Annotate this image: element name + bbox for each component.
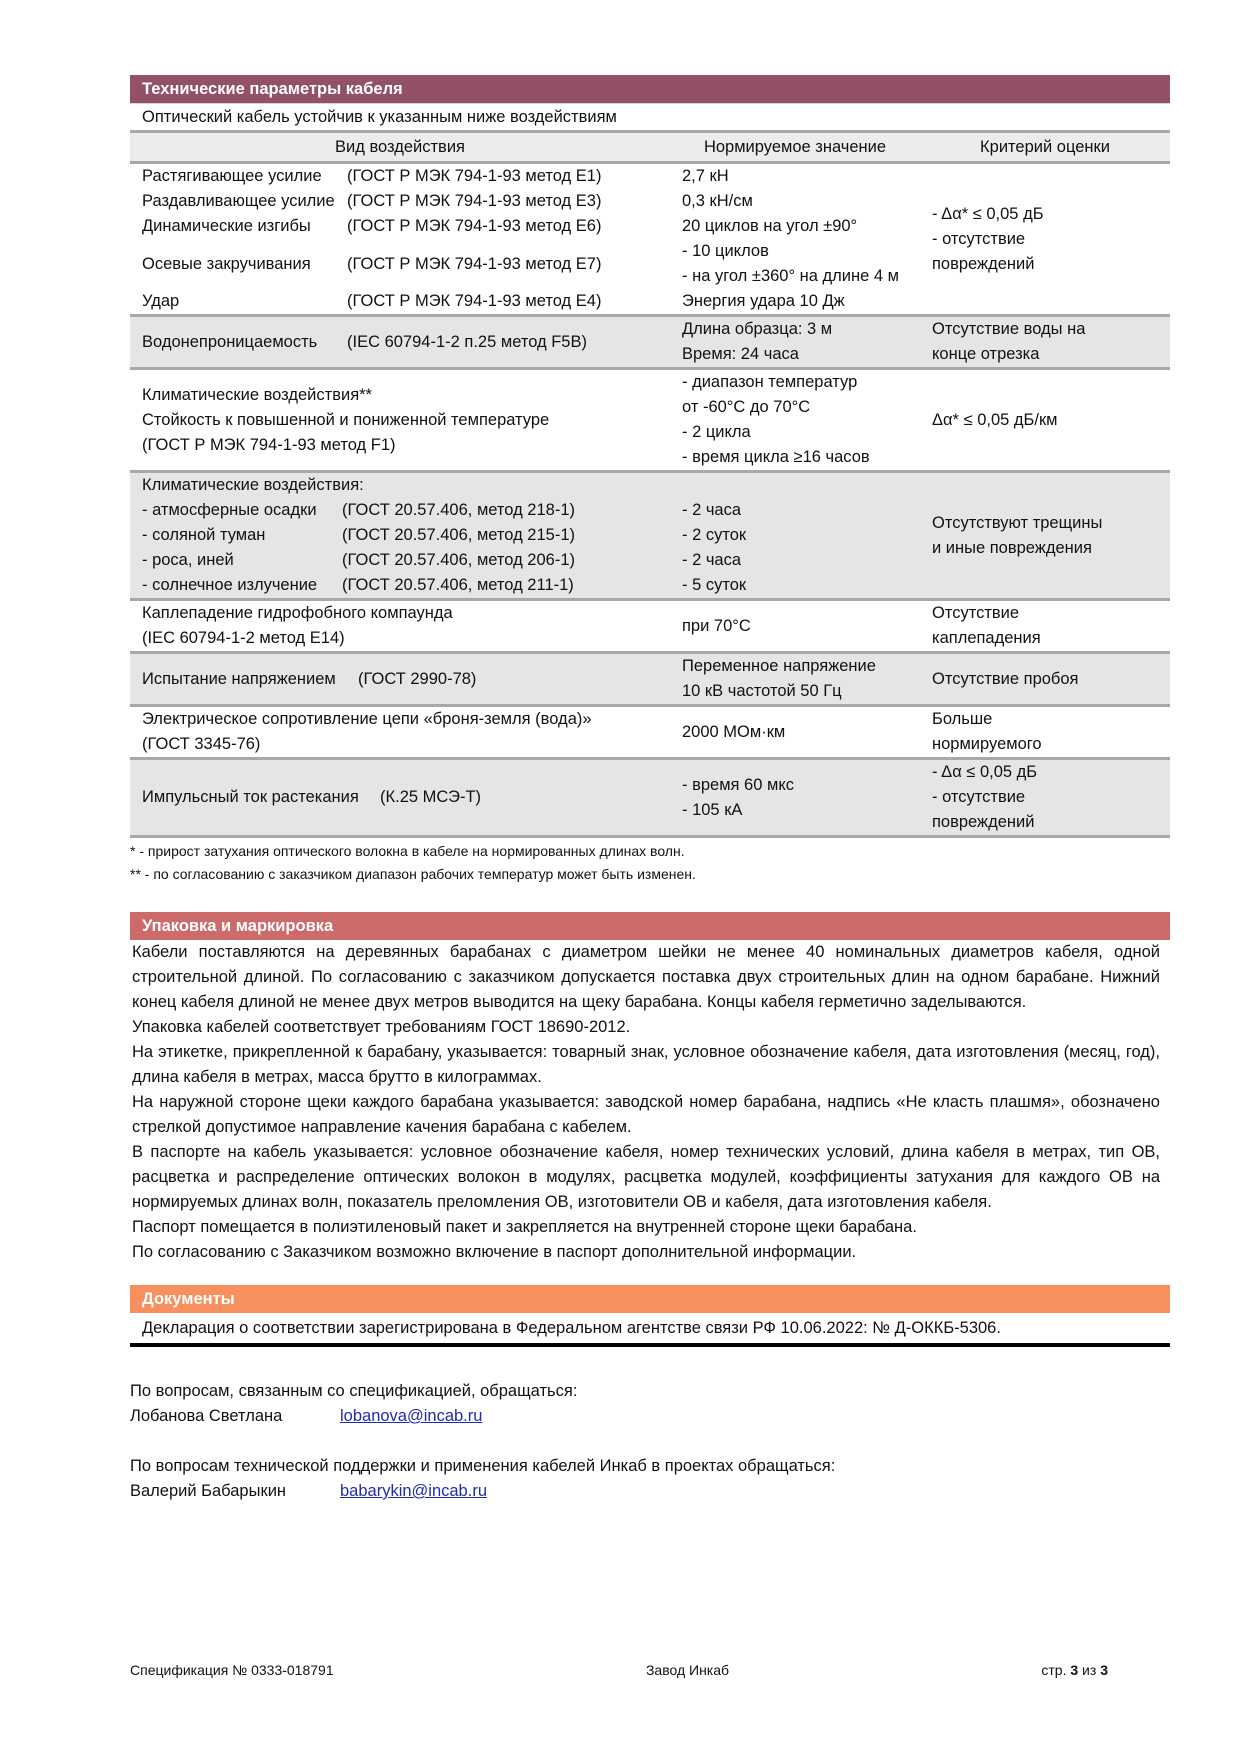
spec-contact-email-link[interactable]: lobanova@incab.ru [340, 1407, 483, 1425]
param-criteria: - Δα ≤ 0,05 дБ - отсутствие повреждений [920, 759, 1170, 837]
table-row [130, 163, 1170, 190]
param-value: Длина образца: 3 м Время: 24 часа [670, 316, 920, 369]
paragraph: По согласованию с Заказчиком возможно включение в паспорт дополнительной информации. [132, 1243, 857, 1261]
param-value: 2000 МОм·км [670, 706, 920, 759]
param-ref: (ГОСТ Р МЭК 794-1-93 метод E6) [347, 217, 602, 235]
param-name: Растягивающее усилие [142, 167, 322, 185]
param-name: Удар [142, 292, 180, 310]
table-row-resistance [130, 706, 1170, 759]
param-criteria: Отсутствие каплепадения [920, 600, 1170, 653]
contacts [130, 1367, 1170, 1504]
section-header-tech: Технические параметры кабеля [130, 75, 1170, 103]
paragraph: В паспорте на кабель указывается: условное обозначение кабеля, номер технических условий, длина кабеля в метрах, тип ОВ, расцветка и распределение оптических волокон в модулях, расцветка модулей, коэффициенты затухания для каждого ОВ на нормируемых длинах волн, показатель преломления ОВ, изготовители ОВ и кабеля, дата изготовления кабеля. [132, 1143, 1160, 1211]
param-value: при 70°C [670, 600, 920, 653]
param-ref: (ГОСТ Р МЭК 794-1-93 метод E7) [347, 254, 602, 273]
col-header-type: Вид воздействия [130, 132, 670, 163]
param-value: 2,7 кН [682, 167, 729, 185]
param-name: Осевые закручивания [142, 254, 311, 273]
paragraph: Упаковка кабелей соответствует требованиям ГОСТ 18690-2012. [132, 1018, 631, 1036]
param-name: Климатические воздействия** Стойкость к повышенной и пониженной температуре (ГОСТ Р МЭК 794-1-93 метод F1) [130, 369, 670, 472]
section-header-packing: Упаковка и маркировка [130, 912, 1170, 940]
table-row-voltage [130, 653, 1170, 706]
tech-contact-email-link[interactable]: babarykin@incab.ru [340, 1482, 487, 1500]
param-value: - 2 часа - 2 суток - 2 часа - 5 суток [670, 472, 920, 600]
company-name: Завод Инкаб [645, 1662, 730, 1678]
paragraph: На этикетке, прикрепленной к барабану, указывается: товарный знак, условное обозначение кабеля, дата изготовления (месяц, год), длина кабеля в метрах, масса брутто в килограммах. [132, 1043, 1160, 1086]
col-header-value: Нормируемое значение [670, 132, 920, 163]
param-name: Раздавливающее усилие [142, 192, 335, 210]
param-criteria: Отсутствуют трещины и иные повреждения [920, 472, 1170, 600]
spec-contact [130, 1404, 1170, 1429]
table-row-impulse [130, 759, 1170, 837]
document-page [130, 75, 1170, 1504]
param-criteria: Отсутствие пробоя [920, 653, 1170, 706]
col-header-criteria: Критерий оценки [920, 132, 1170, 163]
table-row-climate-temp [130, 369, 1170, 472]
param-value: - 10 циклов - на угол ±360° на длине 4 м [682, 242, 899, 285]
footnotes [130, 840, 1170, 886]
param-name: Испытание напряжением [142, 669, 336, 688]
tech-contact-name: Валерий Бабарыкин [130, 1482, 287, 1500]
packing-text [130, 940, 1160, 1265]
param-name: Климатические воздействия: - атмосферные осадки (ГОСТ 20.57.406, метод 218-1) - соляной туман (ГОСТ 20.57.406, метод 215-1) - роса, иней (ГОСТ 20.57.406, метод 206-1) - солнечное излучение (ГОСТ 20.57.406, метод 211-1) [130, 472, 670, 600]
footnote-1: * - прирост затухания оптического волокна в кабеле на нормированных длинах волн. [130, 843, 685, 859]
spec-number: Спецификация № 0333-018791 [130, 1662, 334, 1678]
param-value: 20 циклов на угол ±90° [682, 217, 858, 235]
param-name: Каплепадение гидрофобного компаунда (IEC 60794-1-2 метод E14) [130, 600, 670, 653]
param-name: Водонепроницаемость [142, 332, 318, 351]
param-name: Импульсный ток растекания [142, 788, 359, 806]
page-number: стр. 3 из 3 [1041, 1662, 1108, 1678]
param-name: Динамические изгибы [142, 217, 311, 235]
tech-intro: Оптический кабель устойчив к указанным ниже воздействиям [130, 103, 1170, 130]
paragraph: Кабели поставляются на деревянных барабанах с диаметром шейки не менее 40 номинальных диаметров кабеля, одной строительной длиной. По согласованию с заказчиком допускается поставка двух строительных длин на одном барабане. Нижний конец кабеля длиной не менее двух метров выводится на щеку барабана. Концы кабеля герметично заделываются. [132, 943, 1160, 1011]
param-value: - время 60 мкс - 105 кА [670, 759, 920, 837]
footnote-2: ** - по согласованию с заказчиком диапазон рабочих температур может быть изменен. [130, 866, 696, 882]
param-criteria: - Δα* ≤ 0,05 дБ - отсутствие повреждений [932, 204, 1044, 273]
param-criteria: Больше нормируемого [920, 706, 1170, 759]
spec-contact-name: Лобанова Светлана [130, 1407, 283, 1425]
declaration-text: Декларация о соответствии зарегистрирована в Федеральном агентстве связи РФ 10.06.2022: № Д-ОККБ-5306. [130, 1313, 1170, 1347]
table-row-drip [130, 600, 1170, 653]
param-value: Энергия удара 10 Дж [682, 292, 845, 310]
paragraph: Паспорт помещается в полиэтиленовый пакет и закрепляется на внутренней стороне щеки барабана. [132, 1218, 917, 1236]
table-row-climate [130, 472, 1170, 600]
param-value: 0,3 кН/см [682, 192, 753, 210]
spec-contact-label: По вопросам, связанным со спецификацией, обращаться: [130, 1382, 578, 1400]
param-ref: (ГОСТ Р МЭК 794-1-93 метод E3) [347, 192, 602, 210]
table-header-row [130, 132, 1170, 163]
param-ref: (IEC 60794-1-2 п.25 метод F5B) [347, 332, 587, 351]
param-name: Электрическое сопротивление цепи «броня-земля (вода)» (ГОСТ 3345-76) [130, 706, 670, 759]
param-ref: (ГОСТ Р МЭК 794-1-93 метод E4) [347, 292, 602, 310]
param-ref: (ГОСТ 2990-78) [358, 669, 477, 688]
page-footer [130, 1662, 1108, 1678]
param-value: - диапазон температур от -60°C до 70°C - 2 цикла - время цикла ≥16 часов [670, 369, 920, 472]
params-table [130, 130, 1170, 838]
table-row-water [130, 316, 1170, 369]
section-header-docs: Документы [130, 1285, 1170, 1313]
param-value: Переменное напряжение 10 кВ частотой 50 Гц [670, 653, 920, 706]
paragraph: На наружной стороне щеки каждого барабана указывается: заводской номер барабана, надпись «Не класть плашмя», обозначено стрелкой допустимое направление качения барабана с кабелем. [132, 1093, 1160, 1136]
tech-contact-label: По вопросам технической поддержки и применения кабелей Инкаб в проектах обращаться: [130, 1457, 836, 1475]
param-ref: (ГОСТ Р МЭК 794-1-93 метод E1) [347, 167, 602, 185]
param-criteria: Δα* ≤ 0,05 дБ/км [920, 369, 1170, 472]
param-criteria: Отсутствие воды на конце отрезка [920, 316, 1170, 369]
tech-contact [130, 1479, 1170, 1504]
param-ref: (К.25 МСЭ-Т) [380, 788, 482, 806]
